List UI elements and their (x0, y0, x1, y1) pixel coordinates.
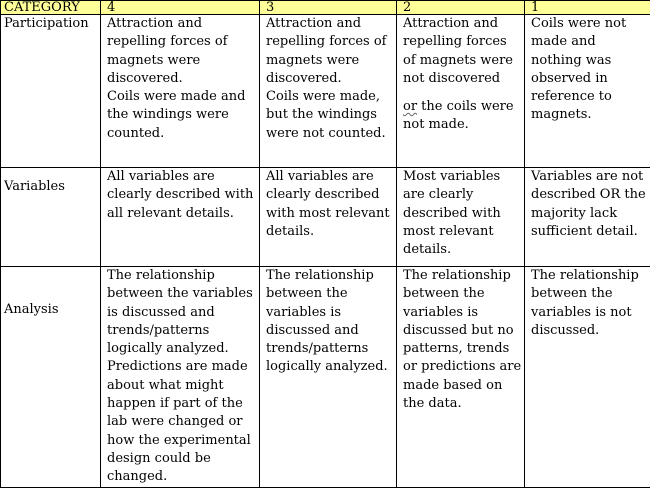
row-analysis (1, 267, 650, 488)
row-label-variables (1, 168, 101, 267)
cell-text: The relationship between the variables is not discussed. (531, 267, 648, 340)
cell-text: Predictions are made about what might happen if part of the lab were changed or how the experimental design could be changed. (107, 358, 257, 486)
cell-participation-4 (101, 15, 260, 168)
row-label-text: Analysis (4, 267, 98, 319)
cell-text: Variables are not described OR the majority lack sufficient detail. (531, 168, 648, 241)
row-variables (1, 168, 650, 267)
header-score-3: 3 (260, 1, 397, 15)
cell-text: Attraction and repelling forces of magnets were discovered. (266, 15, 394, 88)
header-score-2: 2 (397, 1, 525, 15)
cell-text: Most variables are clearly described with most relevant details. (403, 168, 522, 259)
cell-text: Coils were made, but the windings were not counted. (266, 88, 394, 143)
header-row (1, 1, 650, 15)
header-score-1: 1 (525, 1, 650, 15)
cell-text: Coils were not made and nothing was observed in reference to magnets. (531, 15, 648, 125)
row-label-participation (1, 15, 101, 168)
cell-analysis-3 (260, 267, 397, 488)
header-score-4: 4 (101, 1, 260, 15)
cell-text: All variables are clearly described with all relevant details. (107, 168, 257, 223)
row-label-text: Participation (4, 15, 98, 33)
cell-analysis-2 (397, 267, 525, 488)
cell-text: All variables are clearly described with most relevant details. (266, 168, 394, 241)
cell-text: the coils were not made. (403, 99, 514, 132)
row-participation (1, 15, 650, 168)
cell-participation-1 (525, 15, 650, 168)
cell-text-second (403, 98, 522, 135)
cell-text: The relationship between the variables is discussed and trends/patterns logically analyzed. (266, 267, 394, 377)
cell-participation-3 (260, 15, 397, 168)
spellcheck-underlined-word: or (403, 99, 417, 114)
row-label-text: Variables (4, 168, 98, 196)
cell-analysis-1 (525, 267, 650, 488)
cell-participation-2 (397, 15, 525, 168)
cell-text: Attraction and repelling forces of magnets were discovered. (107, 15, 257, 88)
row-label-analysis (1, 267, 101, 488)
cell-text: Coils were made and the windings were counted. (107, 88, 257, 143)
cell-variables-2 (397, 168, 525, 267)
spacer (403, 88, 522, 98)
cell-text: Attraction and repelling forces of magnets were not discovered (403, 15, 522, 88)
header-category: CATEGORY (1, 1, 101, 15)
cell-variables-1 (525, 168, 650, 267)
cell-text: The relationship between the variables is discussed and trends/patterns logically analyzed. (107, 267, 257, 358)
cell-variables-3 (260, 168, 397, 267)
cell-text: The relationship between the variables is discussed but no patterns, trends or predictions are made based on the data. (403, 267, 522, 413)
cell-analysis-4 (101, 267, 260, 488)
cell-variables-4 (101, 168, 260, 267)
